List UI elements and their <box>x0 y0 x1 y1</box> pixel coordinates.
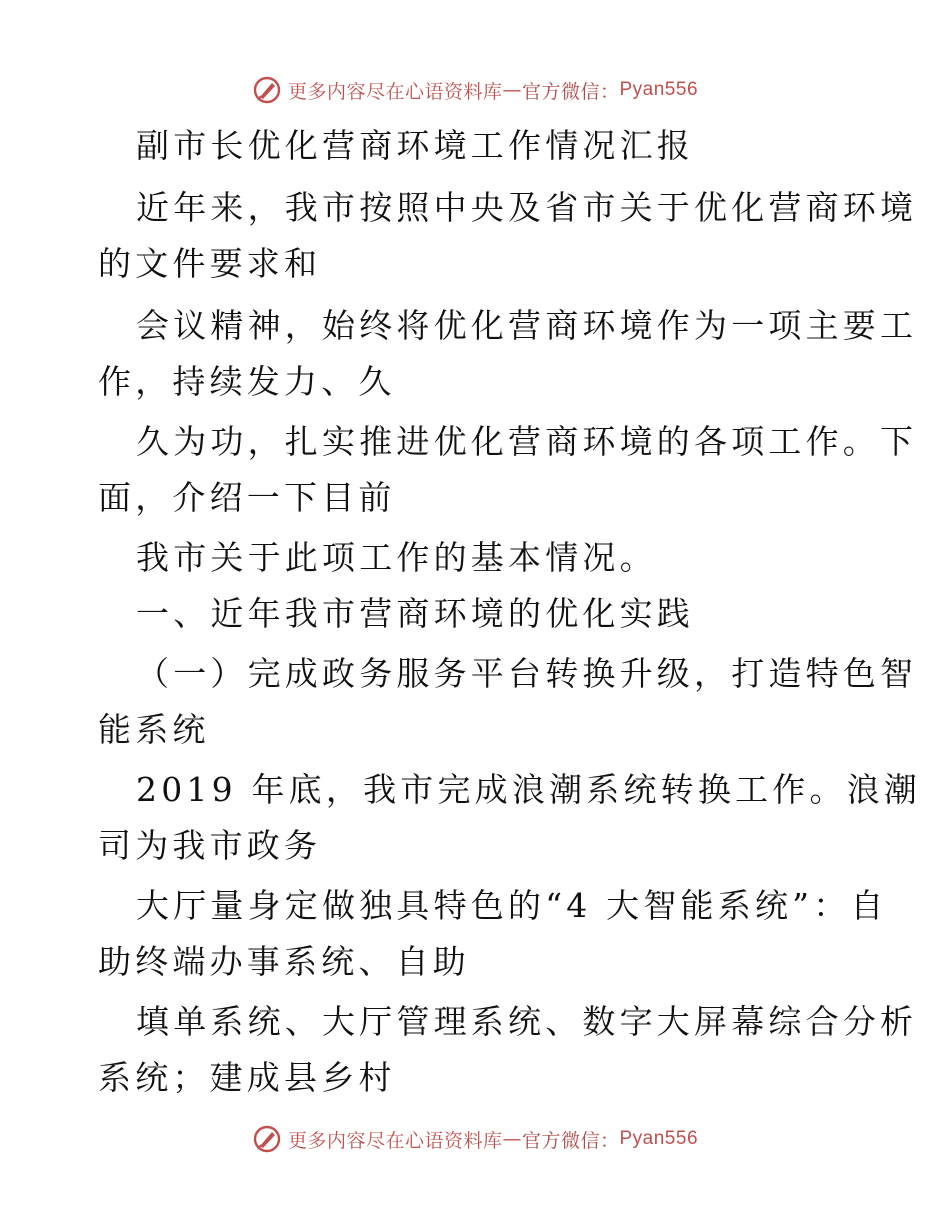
watermark-dash: — <box>502 1128 522 1150</box>
watermark-wechat-label: 官方微信： <box>521 1129 620 1152</box>
subsection-heading: （一）完成政务服务平台转换升级，打造特色智 <box>136 654 918 693</box>
paragraph-line: 会议精神，始终将优化营商环境作为一项主要工 <box>136 306 918 345</box>
watermark-wechat-id: Pyan556 <box>619 1128 699 1149</box>
feather-pen-seal-icon <box>252 75 282 105</box>
paragraph-line: 填单系统、大厅管理系统、数字大屏幕综合分析 <box>136 1002 918 1041</box>
paragraph-line: 司为我市政务 <box>98 826 322 865</box>
watermark-main-text: 更多内容尽在心语资料库 <box>287 1129 503 1152</box>
watermark-dash: — <box>502 79 522 101</box>
subsection-heading-continued: 能系统 <box>98 710 210 749</box>
paragraph-line: 的文件要求和 <box>98 244 322 283</box>
paragraph-line: 大厅量身定做独具特色的“4 大智能系统”：自 <box>136 886 888 925</box>
paragraph-line: 面，介绍一下目前 <box>98 478 396 517</box>
feather-pen-seal-icon <box>252 1124 282 1154</box>
paragraph-line: 我市关于此项工作的基本情况。 <box>136 538 657 577</box>
paragraph-line: 作，持续发力、久 <box>98 362 396 401</box>
paragraph-line: 助终端办事系统、自助 <box>98 942 470 981</box>
paragraph-line: 近年来，我市按照中央及省市关于优化营商环境 <box>136 188 918 227</box>
watermark-wechat-id: Pyan556 <box>619 79 699 100</box>
watermark-wechat-label: 官方微信： <box>521 80 620 103</box>
paragraph-line: 久为功，扎实推进优化营商环境的各项工作。下 <box>136 422 918 461</box>
header-watermark <box>0 70 950 110</box>
paragraph-line: 系统；建成县乡村 <box>98 1058 396 1097</box>
document-title: 副市长优化营商环境工作情况汇报 <box>136 126 694 165</box>
footer-watermark <box>0 1119 950 1159</box>
watermark-main-text: 更多内容尽在心语资料库 <box>287 80 503 103</box>
paragraph-line: 2019 年底，我市完成浪潮系统转换工作。浪潮 <box>136 770 922 809</box>
section-heading: 一、近年我市营商环境的优化实践 <box>136 594 694 633</box>
